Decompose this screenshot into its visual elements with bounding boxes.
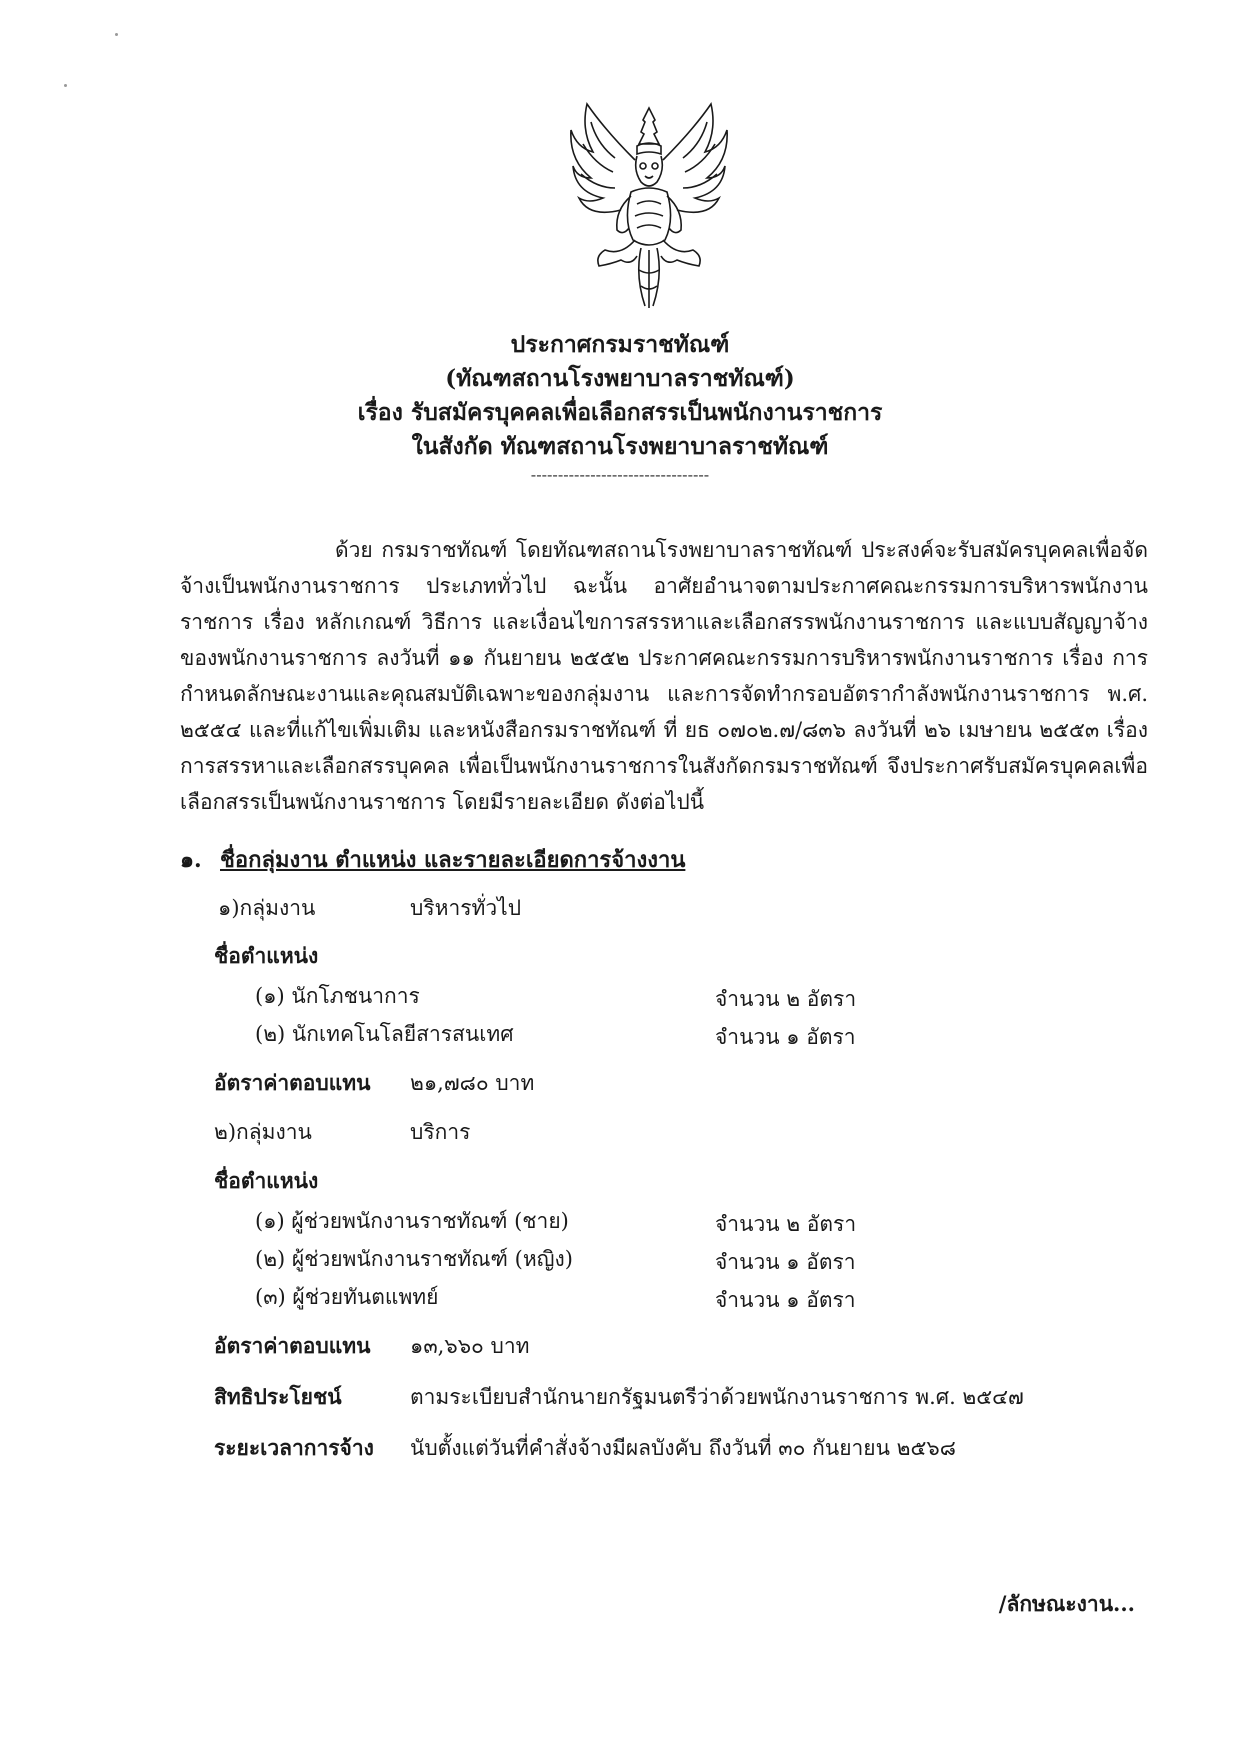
group-1-value: บริหารทั่วไป: [410, 896, 522, 920]
announcement-issuer: ประกาศกรมราชทัณฑ์: [510, 331, 730, 358]
group-2-pay-label: อัตราค่าตอบแทน: [214, 1333, 371, 1358]
title-divider: ---------------------------------: [530, 465, 710, 484]
group-2-label: ๒)กลุ่มงาน: [214, 1120, 312, 1144]
scan-speck: [115, 33, 118, 36]
announcement-sub-issuer: (ทัณฑสถานโรงพยาบาลราชทัณฑ์): [445, 365, 795, 392]
garuda-emblem-icon: [565, 100, 733, 312]
scan-speck: [64, 84, 67, 87]
continuation-marker: /ลักษณะงาน...: [998, 1591, 1135, 1616]
group-1-position-2-count: จำนวน ๑ อัตรา: [715, 1025, 856, 1049]
employment-period-label: ระยะเวลาการจ้าง: [214, 1435, 374, 1460]
group-2-position-3-count: จำนวน ๑ อัตรา: [715, 1288, 856, 1312]
group-2-position-3: (๓) ผู้ช่วยทันตแพทย์: [255, 1285, 439, 1309]
group-2-position-heading: ชื่อตำแหน่ง: [214, 1168, 319, 1193]
announcement-title-block: [0, 328, 1240, 486]
group-1-position-1-count: จำนวน ๒ อัตรา: [715, 987, 857, 1011]
group-2-position-2: (๒) ผู้ช่วยพนักงานราชทัณฑ์ (หญิง): [255, 1247, 574, 1271]
group-1-label: ๑)กลุ่มงาน: [218, 896, 316, 920]
section-1-heading: [180, 842, 685, 877]
group-1-pay-value: ๒๑,๗๘๐ บาท: [410, 1071, 535, 1095]
group-2-position-1: (๑) ผู้ช่วยพนักงานราชทัณฑ์ (ชาย): [255, 1209, 569, 1233]
group-2-position-2-count: จำนวน ๑ อัตรา: [715, 1250, 856, 1274]
group-2-position-1-count: จำนวน ๒ อัตรา: [715, 1212, 857, 1236]
announcement-subject-line2: ในสังกัด ทัณฑสถานโรงพยาบาลราชทัณฑ์: [411, 433, 829, 460]
body-paragraph: ด้วย กรมราชทัณฑ์ โดยทัณฑสถานโรงพยาบาลราชทัณฑ์ ประสงค์จะรับสมัครบุคคลเพื่อจัดจ้างเป็นพนักงานราชการ ประเภททั่วไป ฉะนั้น อาศัยอำนาจตามประกาศคณะกรรมการบริหารพนักงานราชการ เรื่อง หลักเกณฑ์ วิธีการ และเงื่อนไขการสรรหาและเลือกสรรพนักงานราชการ และแบบสัญญาจ้างของพนักงานราชการ ลงวันที่ ๑๑ กันยายน ๒๕๕๒ ประกาศคณะกรรมการบริหารพนักงานราชการ เรื่อง การกำหนดลักษณะงานและคุณสมบัติเฉพาะของกลุ่มงาน และการจัดทำกรอบอัตรากำลังพนักงานราชการ พ.ศ. ๒๕๕๔ และที่แก้ไขเพิ่มเติม และหนังสือกรมราชทัณฑ์ ที่ ยธ ๐๗๐๒.๗/๘๓๖ ลงวันที่ ๒๖ เมษายน ๒๕๕๓ เรื่อง การสรรหาและเลือกสรรบุคคล เพื่อเป็นพนักงานราชการในสังกัดกรมราชทัณฑ์ จึงประกาศรับสมัครบุคคลเพื่อเลือกสรรเป็นพนักงานราชการ โดยมีรายละเอียด ดังต่อไปนี้: [180, 538, 1148, 814]
group-1-pay-label: อัตราค่าตอบแทน: [214, 1070, 371, 1095]
announcement-body: [180, 532, 1148, 820]
employment-period-value: นับตั้งแต่วันที่คำสั่งจ้างมีผลบังคับ ถึงวันที่ ๓๐ กันยายน ๒๕๖๘: [410, 1436, 956, 1460]
group-1-position-1: (๑) นักโภชนาการ: [255, 984, 420, 1008]
benefits-label: สิทธิประโยชน์: [214, 1384, 342, 1409]
group-1-position-2: (๒) นักเทคโนโลยีสารสนเทศ: [255, 1022, 514, 1046]
section-1-number: ๑.: [180, 847, 202, 873]
group-1-position-heading: ชื่อตำแหน่ง: [214, 943, 319, 968]
group-2-value: บริการ: [410, 1120, 471, 1144]
benefits-value: ตามระเบียบสำนักนายกรัฐมนตรีว่าด้วยพนักงานราชการ พ.ศ. ๒๕๔๗: [410, 1385, 1024, 1409]
group-2-pay-value: ๑๓,๖๖๐ บาท: [410, 1334, 530, 1358]
section-1-title: ชื่อกลุ่มงาน ตำแหน่ง และรายละเอียดการจ้างงาน: [220, 847, 686, 873]
announcement-subject-line1: เรื่อง รับสมัครบุคคลเพื่อเลือกสรรเป็นพนักงานราชการ: [357, 399, 883, 426]
